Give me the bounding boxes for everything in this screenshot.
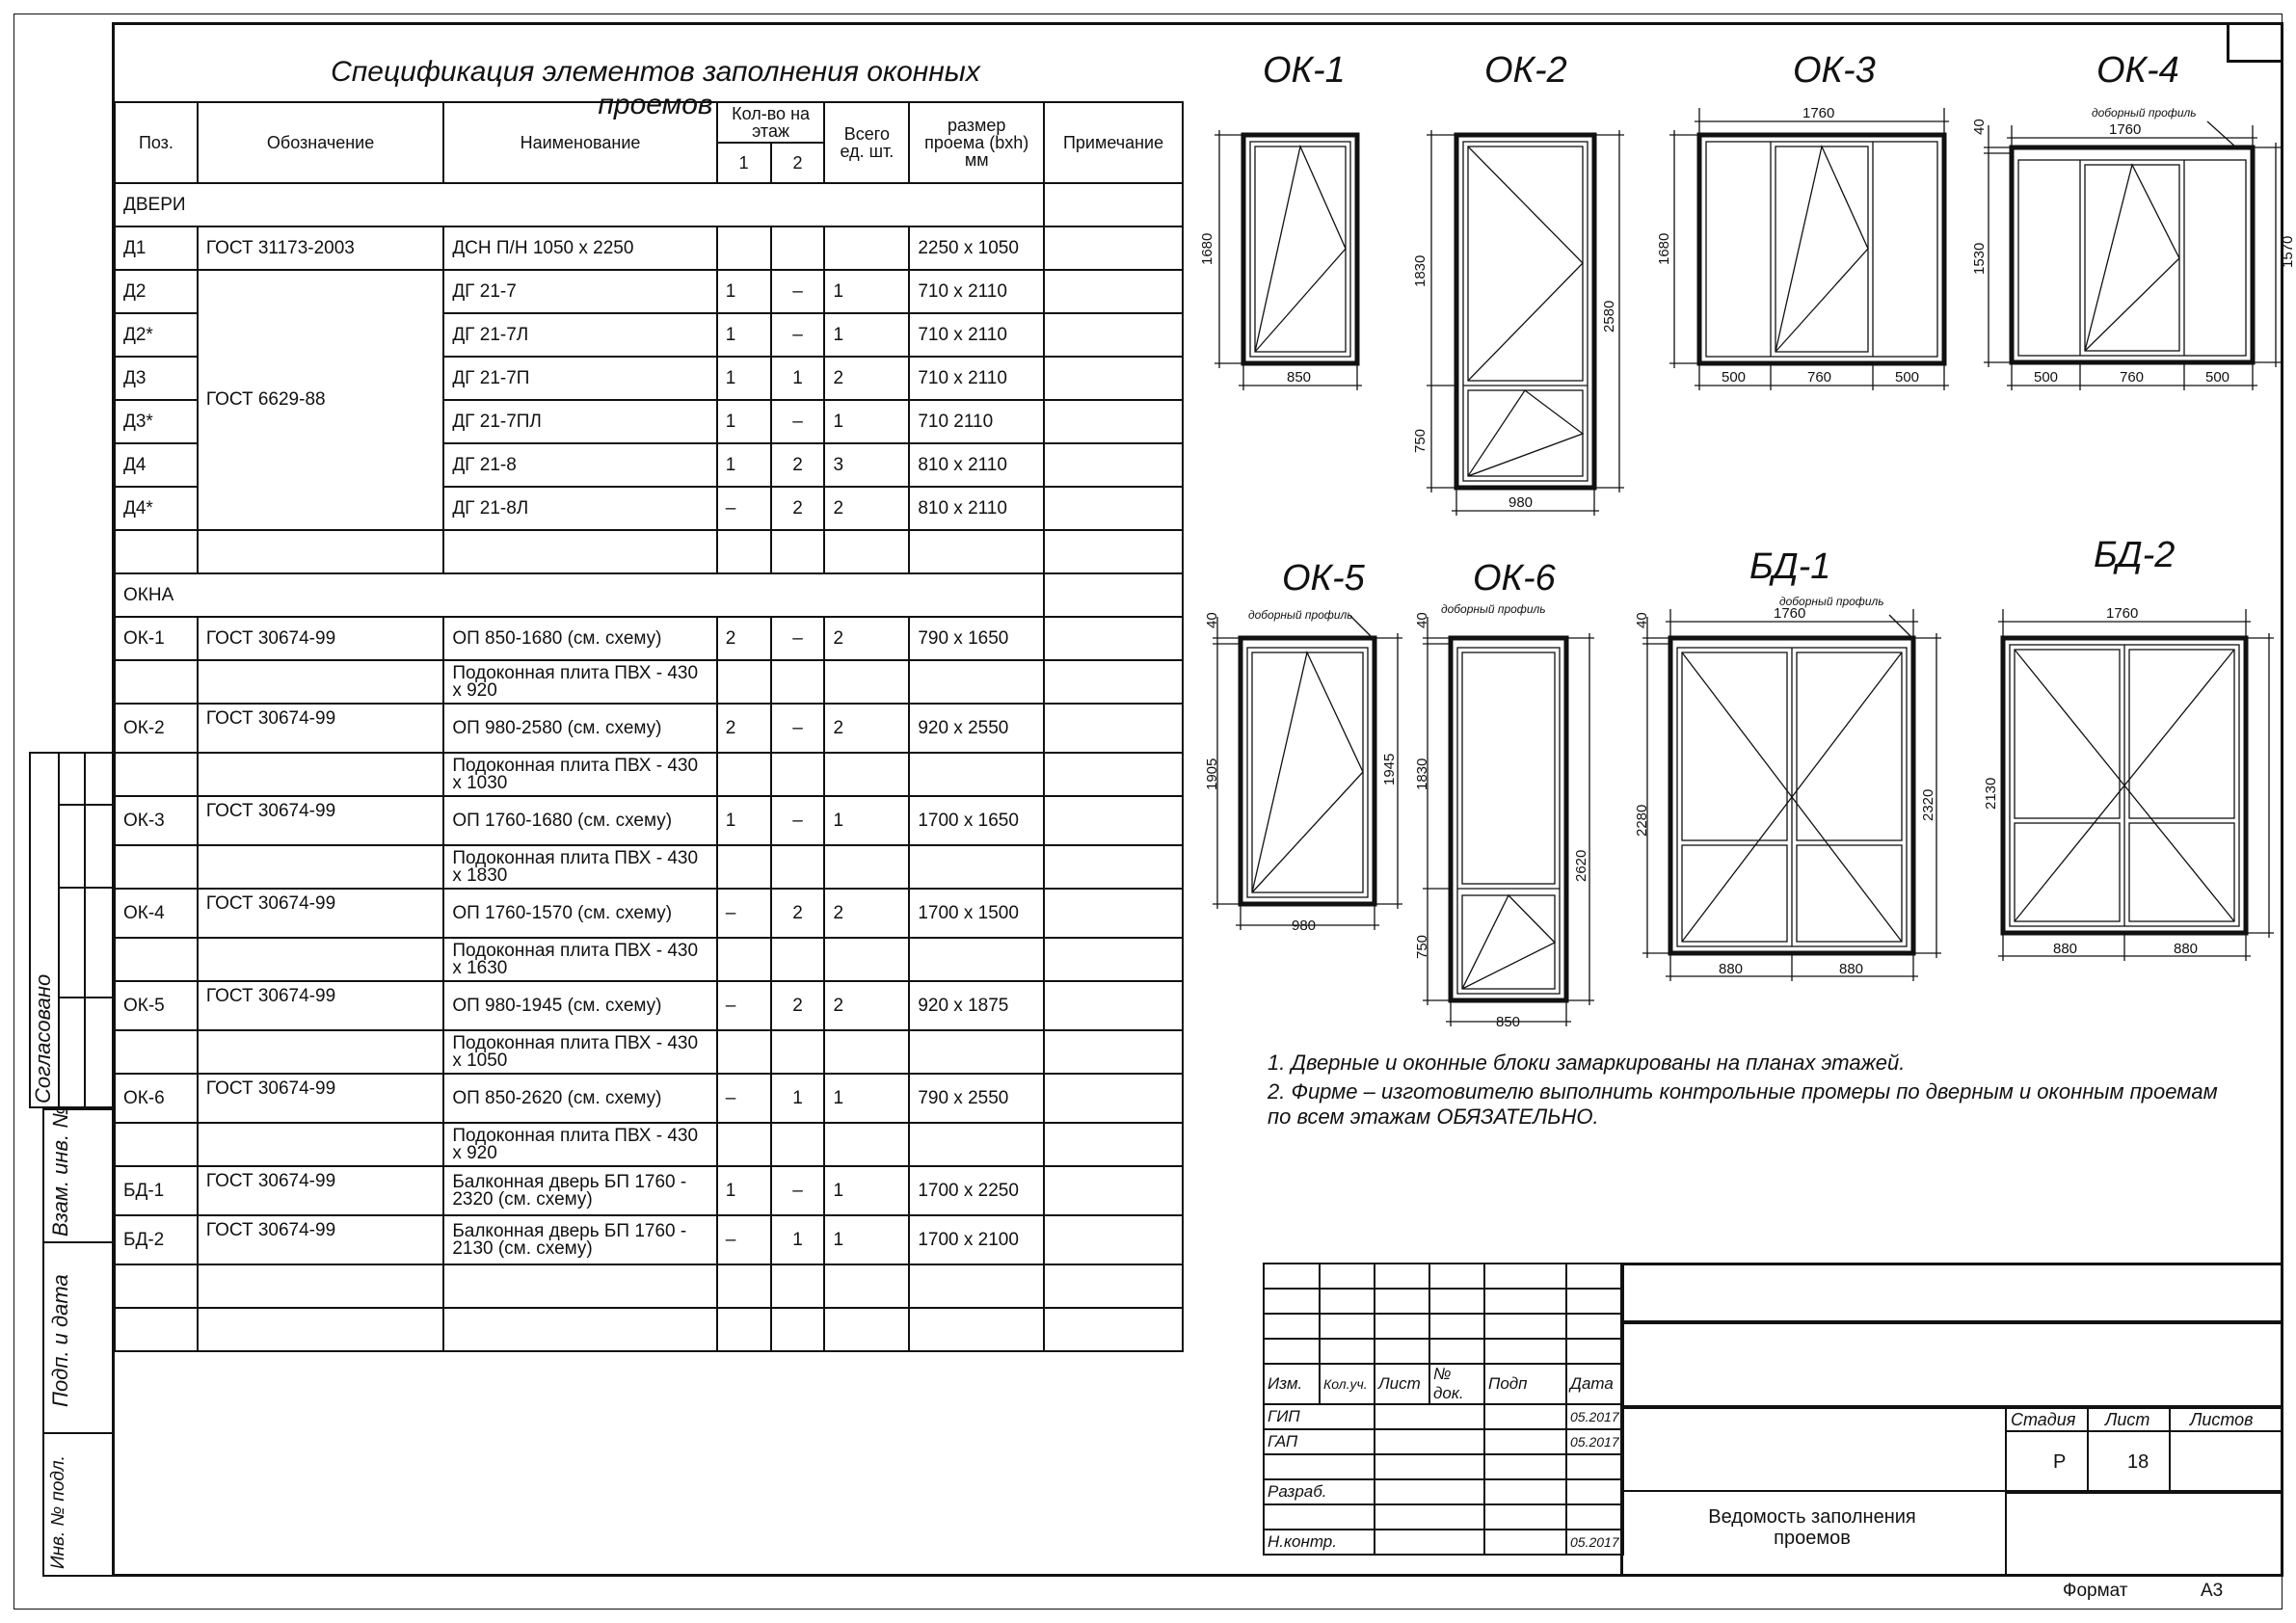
row-sill: Подоконная плита ПВХ - 430 х 1830 (443, 845, 716, 889)
row-doc: ГОСТ 30674-99 (198, 889, 443, 938)
row-total: 1 (824, 1166, 909, 1215)
ok5-title: ОК-5 (1282, 558, 1365, 599)
ok6-profile-label: доборный профиль (1441, 602, 1546, 616)
stamp-kol: Кол.уч. (1320, 1364, 1375, 1404)
row-pos: Д2* (115, 313, 198, 357)
ok6-h2: 750 (1414, 934, 1430, 959)
row-doc: ГОСТ 30674-99 (198, 1074, 443, 1123)
row-f1: 1 (717, 270, 771, 313)
col-name: Наименование (443, 102, 716, 183)
row-f2: – (771, 796, 825, 845)
row-f1: – (717, 889, 771, 938)
row-name: Балконная дверь БП 1760 - 2320 (см. схему) (443, 1166, 716, 1215)
ok5-profile-label: доборный профиль (1248, 608, 1353, 622)
row-f1: – (717, 487, 771, 530)
row-sill: Подоконная плита ПВХ - 430 х 920 (443, 1123, 716, 1166)
ok6-width: 850 (1496, 1014, 1521, 1030)
row-total: 1 (824, 270, 909, 313)
row-size: 920 х 2550 (909, 704, 1044, 753)
ok4-height-total: 1570 (2280, 235, 2296, 268)
ok6-h1: 1830 (1414, 758, 1430, 790)
row-total: 1 (824, 796, 909, 845)
row-doc: ГОСТ 30674-99 (198, 796, 443, 845)
format-label: Формат (2063, 1581, 2128, 1601)
col-pos: Поз. (115, 102, 198, 183)
ok4-profile-label: доборный профиль (2092, 106, 2197, 120)
col-designation: Обозначение (198, 102, 443, 183)
ok5-height-total: 1945 (1381, 753, 1398, 785)
row-f2: 2 (771, 487, 825, 530)
format-value: А3 (2201, 1581, 2224, 1601)
bd1-seg-a: 880 (1719, 961, 1744, 977)
row-doc: ГОСТ 31173-2003 (198, 226, 443, 270)
ok3-seg-a: 500 (1722, 369, 1747, 386)
row-name: ОП 1760-1680 (см. схему) (443, 796, 716, 845)
col-floor2: 2 (771, 143, 825, 183)
row-name: ДГ 21-7 (443, 270, 716, 313)
row-pos: Д3 (115, 357, 198, 400)
row-pos: ОК-4 (115, 889, 198, 938)
row-sill: Подоконная плита ПВХ - 430 х 1050 (443, 1030, 716, 1074)
row-f2: – (771, 270, 825, 313)
ok3-seg-c: 500 (1895, 369, 1920, 386)
row-total: 1 (824, 1215, 909, 1264)
row-f2: 2 (771, 889, 825, 938)
row-f1: 1 (717, 357, 771, 400)
row-size: 1700 х 1650 (909, 796, 1044, 845)
title-row-1 (1620, 1263, 2283, 1322)
ok4-seg-a: 500 (2034, 369, 2059, 386)
row-f1: 1 (717, 796, 771, 845)
ok2-drawing (1427, 130, 1624, 516)
stamp-list: Лист (1375, 1364, 1429, 1404)
stamp-razrab: Разраб. (1264, 1479, 1375, 1504)
row-pos: БД-2 (115, 1215, 198, 1264)
row-f1: – (717, 1215, 771, 1264)
row-total: 2 (824, 357, 909, 400)
row-size: 790 х 2550 (909, 1074, 1044, 1123)
row-total: 2 (824, 487, 909, 530)
stamp-izm: Изм. (1264, 1364, 1320, 1404)
ok4-seg-c: 500 (2205, 369, 2230, 386)
row-size: 710 х 2110 (909, 313, 1044, 357)
row-f2: 2 (771, 443, 825, 487)
row-doc: ГОСТ 6629-88 (198, 270, 443, 530)
row-name: ОП 850-2620 (см. схему) (443, 1074, 716, 1123)
row-pos: БД-1 (115, 1166, 198, 1215)
row-f2: 2 (771, 981, 825, 1030)
row-pos: ОК-6 (115, 1074, 198, 1123)
row-f1: 1 (717, 400, 771, 443)
sheets-header: Листов (2190, 1410, 2254, 1429)
ok2-title: ОК-2 (1484, 50, 1567, 91)
row-pos: ОК-1 (115, 617, 198, 660)
row-size: 1700 х 1500 (909, 889, 1044, 938)
ok4-seg-b: 760 (2120, 369, 2145, 386)
title-block-left (1263, 1263, 1624, 1556)
note-1: 1. Дверные и оконные блоки замаркированы на планах этажей. (1268, 1051, 1906, 1075)
row-total: 1 (824, 313, 909, 357)
row-pos: Д3* (115, 400, 198, 443)
row-pos: Д1 (115, 226, 198, 270)
bd1-width: 1760 (1774, 605, 1806, 622)
row-f2: – (771, 313, 825, 357)
row-doc: ГОСТ 30674-99 (198, 617, 443, 660)
row-size: 920 х 1875 (909, 981, 1044, 1030)
row-size: 1700 х 2250 (909, 1166, 1044, 1215)
stamp-data: Дата (1566, 1364, 1623, 1404)
row-f1: 1 (717, 313, 771, 357)
ok6-height: 2620 (1573, 849, 1589, 882)
ok4-drawing (1984, 121, 2281, 390)
ok4-title: ОК-4 (2096, 50, 2179, 91)
ok5-top: 40 (1204, 612, 1220, 628)
row-pos: ОК-2 (115, 704, 198, 753)
stamp-doc: № док. (1429, 1364, 1484, 1404)
row-doc: ГОСТ 30674-99 (198, 1166, 443, 1215)
row-name: Балконная дверь БП 1760 - 2130 (см. схему) (443, 1215, 716, 1264)
side-sign-date: Подп. и дата (48, 1274, 72, 1407)
sheet-header: Лист (2105, 1410, 2150, 1429)
row-total: 2 (824, 704, 909, 753)
sheet-value: 18 (2127, 1451, 2149, 1473)
row-pos: Д4 (115, 443, 198, 487)
row-size: 1700 х 2100 (909, 1215, 1044, 1264)
ok4-top: 40 (1971, 119, 1988, 135)
stamp-date-gip: 05.2017 (1566, 1404, 1623, 1429)
row-size: 710 х 2110 (909, 357, 1044, 400)
stage-header: Стадия (2011, 1410, 2076, 1429)
row-f2: 1 (771, 357, 825, 400)
ok3-seg-b: 760 (1807, 369, 1832, 386)
row-doc: ГОСТ 30674-99 (198, 981, 443, 1030)
col-size: размер проема (bxh) мм (909, 102, 1044, 183)
bd2-height: 2130 (1983, 777, 1999, 810)
bd1-height: 2280 (1634, 804, 1650, 837)
bd2-seg-b: 880 (2174, 941, 2199, 957)
ok5-drawing (1213, 615, 1402, 930)
note-2: 2. Фирме – изготовителю выполнить контрольные промеры по дверным и оконным проемам (1268, 1079, 2218, 1104)
stamp-nkontr: Н.контр. (1264, 1530, 1375, 1555)
stamp-gap: ГАП (1264, 1429, 1375, 1454)
row-size: 710 2110 (909, 400, 1044, 443)
section-windows: ОКНА (115, 573, 443, 617)
row-name: ОП 850-1680 (см. схему) (443, 617, 716, 660)
row-name: ОП 980-1945 (см. схему) (443, 981, 716, 1030)
stamp-gip: ГИП (1264, 1404, 1375, 1429)
row-pos: ОК-3 (115, 796, 198, 845)
ok1-title: ОК-1 (1263, 50, 1346, 91)
bd2-seg-a: 880 (2053, 941, 2078, 957)
row-sill: Подоконная плита ПВХ - 430 х 1030 (443, 753, 716, 796)
row-f2: – (771, 400, 825, 443)
col-floor1: 1 (717, 143, 771, 183)
spec-title: Спецификация элементов заполнения оконных проемов (331, 56, 980, 120)
row-doc: ГОСТ 30674-99 (198, 1215, 443, 1264)
ok4-height: 1530 (1971, 242, 1988, 275)
row-name: ДГ 21-8Л (443, 487, 716, 530)
row-sill: Подоконная плита ПВХ - 430 х 920 (443, 660, 716, 704)
row-total: 1 (824, 1074, 909, 1123)
col-total: Всего ед. шт. (824, 102, 909, 183)
row-f2: – (771, 1166, 825, 1215)
ok5-height: 1905 (1204, 758, 1220, 790)
row-f2: 1 (771, 1074, 825, 1123)
row-size: 810 х 2110 (909, 487, 1044, 530)
drawing-title: Ведомость заполнения проемов (1708, 1506, 1916, 1549)
section-doors: ДВЕРИ (115, 183, 443, 226)
title-row-2 (1620, 1322, 2283, 1407)
side-inv-replace: Взам. инв. № (48, 1104, 72, 1237)
ok3-height: 1680 (1656, 232, 1672, 265)
ok3-title: ОК-3 (1793, 50, 1876, 91)
row-sill: Подоконная плита ПВХ - 430 х 1630 (443, 938, 716, 981)
row-f2: 1 (771, 1215, 825, 1264)
ok1-height: 1680 (1199, 232, 1215, 265)
note-3: по всем этажам ОБЯЗАТЕЛЬНО. (1268, 1104, 1599, 1129)
bd1-profile-label: доборный профиль (1779, 595, 1884, 608)
row-f1: – (717, 1074, 771, 1123)
stage-value: Р (2053, 1451, 2067, 1473)
row-f2: – (771, 704, 825, 753)
row-f1: 2 (717, 704, 771, 753)
row-total: 2 (824, 889, 909, 938)
ok2-h2: 750 (1412, 428, 1428, 453)
row-f1: 2 (717, 617, 771, 660)
ok3-width: 1760 (1802, 105, 1835, 121)
row-size: 790 х 1650 (909, 617, 1044, 660)
bd1-top: 40 (1634, 612, 1650, 628)
side-agreed-row2 (58, 887, 114, 998)
ok1-drawing (1215, 130, 1362, 390)
ok2-height: 2580 (1601, 300, 1617, 333)
ok3-drawing (1669, 108, 1949, 390)
row-name: ДГ 21-7Л (443, 313, 716, 357)
ok4-width: 1760 (2109, 121, 2142, 138)
row-size: 810 х 2110 (909, 443, 1044, 487)
bd2-drawing (1998, 609, 2274, 961)
row-name: ОП 980-2580 (см. схему) (443, 704, 716, 753)
row-total: 2 (824, 617, 909, 660)
bd1-title: БД-1 (1749, 546, 1831, 587)
bd1-drawing (1642, 609, 1941, 981)
row-name: ДСН П/Н 1050 х 2250 (443, 226, 716, 270)
row-size: 710 х 2110 (909, 270, 1044, 313)
side-agreed-row1 (58, 752, 114, 806)
row-f1: 1 (717, 1166, 771, 1215)
ok6-title: ОК-6 (1473, 558, 1556, 599)
ok2-h1: 1830 (1412, 254, 1428, 287)
row-total: 2 (824, 981, 909, 1030)
row-f1: 1 (717, 443, 771, 487)
ok6-drawing (1423, 617, 1594, 1026)
row-total: 1 (824, 400, 909, 443)
bd2-width: 1760 (2106, 605, 2139, 622)
bd2-title: БД-2 (2094, 535, 2176, 575)
row-doc: ГОСТ 30674-99 (198, 704, 443, 753)
row-total: 3 (824, 443, 909, 487)
row-name: ДГ 21-8 (443, 443, 716, 487)
ok6-top: 40 (1414, 612, 1430, 628)
side-inv-orig: Инв. № подл. (48, 1455, 68, 1569)
bd1-height-total: 2320 (1920, 788, 1936, 821)
row-name: ДГ 21-7ПЛ (443, 400, 716, 443)
ok2-width: 980 (1508, 494, 1534, 511)
col-note: Примечание (1044, 102, 1183, 183)
col-qty: Кол-во на этаж (717, 102, 825, 143)
row-pos: Д2 (115, 270, 198, 313)
row-name: ДГ 21-7П (443, 357, 716, 400)
ok1-width: 850 (1287, 369, 1312, 386)
side-agreed: Согласовано (31, 973, 55, 1104)
row-pos: ОК-5 (115, 981, 198, 1030)
stamp-date-gap: 05.2017 (1566, 1429, 1623, 1454)
row-size: 2250 х 1050 (909, 226, 1044, 270)
stamp-podp: Подп (1484, 1364, 1566, 1404)
stamp-date-nkontr: 05.2017 (1566, 1530, 1623, 1555)
row-f2: – (771, 617, 825, 660)
row-name: ОП 1760-1570 (см. схему) (443, 889, 716, 938)
bd1-seg-b: 880 (1839, 961, 1864, 977)
title-right-box (2005, 1492, 2283, 1577)
row-pos: Д4* (115, 487, 198, 530)
ok5-width: 980 (1292, 918, 1317, 934)
row-f1: – (717, 981, 771, 1030)
